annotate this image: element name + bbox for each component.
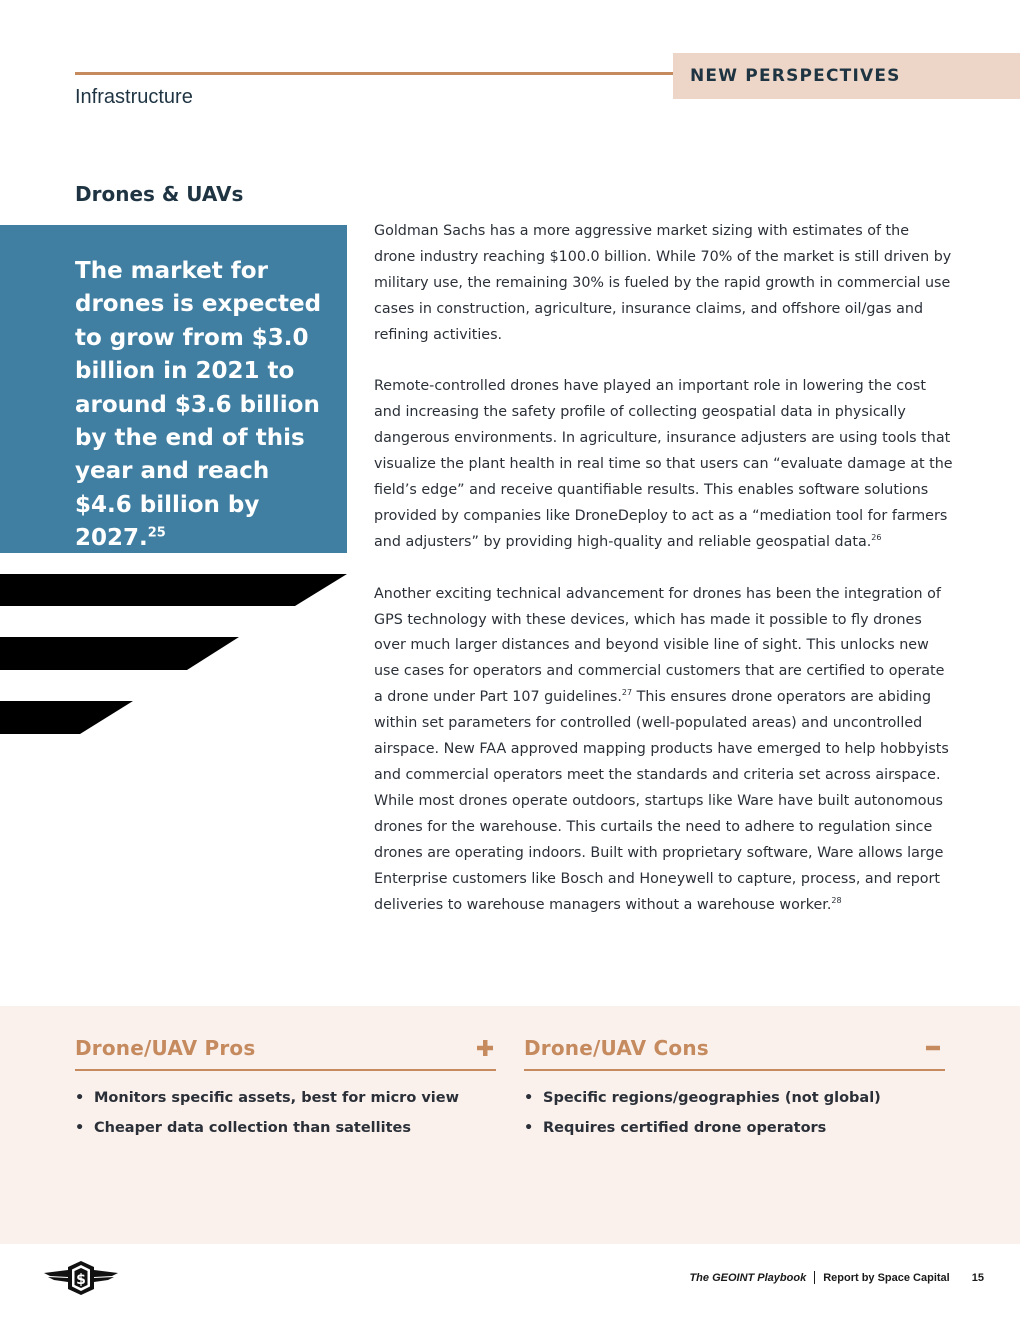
footnote-ref-25: 25 <box>147 525 166 541</box>
cons-title: Drone/UAV Cons <box>524 1036 709 1060</box>
pros-header <box>75 1034 496 1071</box>
footnote-ref-27: 27 <box>621 688 633 698</box>
paragraph-3 <box>374 582 954 919</box>
footer-divider <box>814 1271 815 1284</box>
pull-quote-body: The market for drones is expected to grow from $3.0 billion in 2021 to around $3.6 billion by the end of this year and reach $4.6 billion by 2027. <box>75 258 322 552</box>
bullet-icon: • <box>75 1120 85 1136</box>
list-item <box>524 1088 945 1118</box>
pros-column <box>75 1034 496 1148</box>
section-heading: Drones & UAVs <box>75 182 244 206</box>
page-footer <box>689 1271 984 1284</box>
list-item <box>75 1088 496 1118</box>
cons-item-text: Requires certified drone operators <box>543 1120 827 1136</box>
stripe-2 <box>0 637 239 670</box>
decorative-stripes <box>0 574 350 736</box>
footer-doc-title: The GEOINT Playbook <box>689 1271 807 1284</box>
list-item <box>524 1118 945 1148</box>
footnote-ref-26: 26 <box>871 533 882 543</box>
paragraph-2-text: Remote-controlled drones have played an important role in lowering the cost and increasing the safety profile of collecting geospatial data in physically dangerous environments. In agriculture, insurance adjusters are using tools that visualize the plant health in real time so that users can “evaluate damage at the field’s edge” and receive quantifiable results. This enables software solutions provided by companies like DroneDeploy to act as a “mediation tool for farmers and adjusters” by providing high-quality and reliable geospatial data. <box>374 378 953 550</box>
section-tag: NEW PERSPECTIVES <box>673 53 1020 99</box>
pull-quote-callout <box>0 225 347 553</box>
paragraph-3-text-a: Another exciting technical advancement for drones has been the integration of GPS technology with these devices, which has made it possible to fly drones over much larger distances and beyond visible line of sight. This unlocks new use cases for operators and commercial customers that are certified to operate a drone under Part 107 guidelines. <box>374 585 945 706</box>
header-rule <box>75 72 675 75</box>
svg-text:$: $ <box>76 1272 86 1288</box>
pros-item-text: Cheaper data collection than satellites <box>94 1120 411 1136</box>
bullet-icon: • <box>75 1090 85 1106</box>
bullet-icon: • <box>524 1120 534 1136</box>
paragraph-1: Goldman Sachs has a more aggressive market sizing with estimates of the drone industry reaching $100.0 billion. While 70% of the market is still driven by military use, the remaining 30% is fueled by the rapid growth in commercial use cases in construction, agriculture, insurance claims, and offshore oil/gas and refining activities. <box>374 223 952 343</box>
paragraph-3-text-b: This ensures drone operators are abiding within set parameters for controlled (well-populated areas) and uncontrolled airspace. New FAA approved mapping products have emerged to help hobbyists and commercial operators meet the standards and criteria set across airspace. While most drones operate outdoors, startups like Ware have built autonomous drones for the warehouse. This curtails the need to adhere to regulation since drones are operating indoors. Built with proprietary software, Ware allows large Enterprise customers like Bosch and Honeywell to capture, process, and report deliveries to warehouse managers without a warehouse worker. <box>374 689 949 913</box>
winged-dollar-logo-icon <box>44 1260 118 1296</box>
pull-quote-text <box>75 255 327 556</box>
page-number: 15 <box>971 1271 984 1284</box>
breadcrumb: Infrastructure <box>75 86 193 108</box>
cons-list <box>524 1088 945 1148</box>
minus-icon <box>925 1039 943 1057</box>
list-item <box>75 1118 496 1148</box>
cons-column <box>524 1034 945 1148</box>
stripe-1 <box>0 574 347 606</box>
body-text-column <box>374 219 954 944</box>
footer-byline: Report by Space Capital <box>823 1271 950 1284</box>
pros-list <box>75 1088 496 1148</box>
pros-title: Drone/UAV Pros <box>75 1036 256 1060</box>
pros-item-text: Monitors specific assets, best for micro view <box>94 1090 459 1106</box>
pros-cons-panel <box>0 1006 1020 1244</box>
plus-icon <box>476 1039 494 1057</box>
footnote-ref-28: 28 <box>831 895 842 905</box>
stripe-3 <box>0 701 133 734</box>
paragraph-2 <box>374 374 954 555</box>
bullet-icon: • <box>524 1090 534 1106</box>
cons-header <box>524 1034 945 1071</box>
cons-item-text: Specific regions/geographies (not global) <box>543 1090 881 1106</box>
